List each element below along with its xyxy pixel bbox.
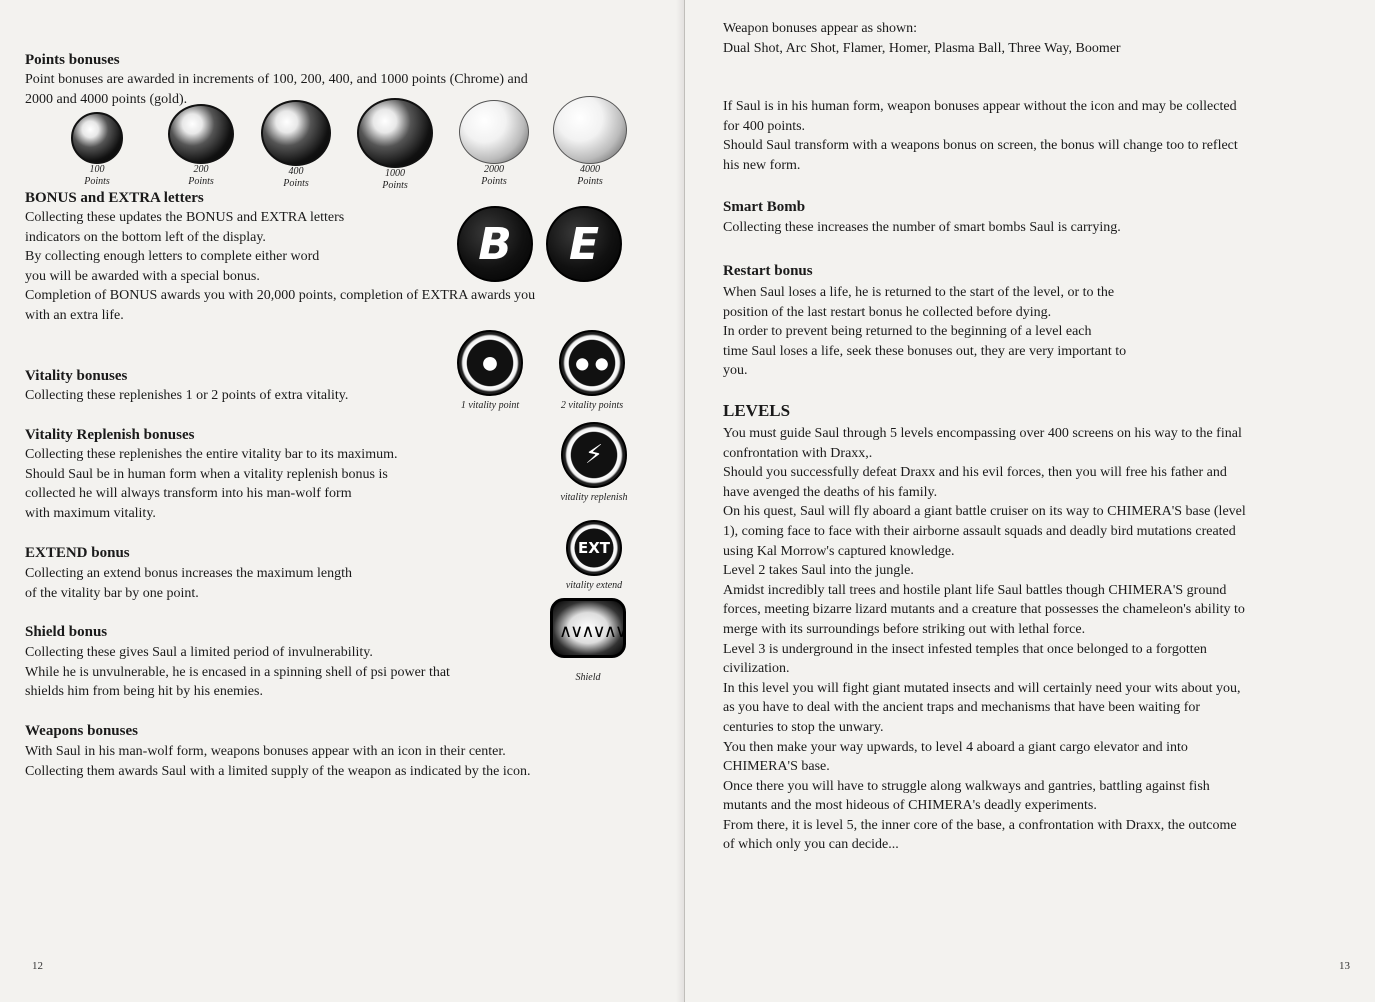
text-line: of the vitality bar by one point.: [25, 585, 199, 601]
vitality-1-caption: 1 vitality point: [460, 400, 520, 411]
replenish-caption: vitality replenish: [560, 492, 628, 503]
text-line: Collecting these replenishes the entire vitality bar to its maximum.: [25, 447, 398, 462]
restart-text: [723, 283, 1126, 381]
text-line: for 400 points.: [723, 118, 806, 134]
points-bonuses-heading: Points bonuses: [25, 52, 120, 68]
text-line: indicators on the bottom left of the display.: [25, 229, 266, 245]
left-page: [0, 0, 685, 1002]
text-line: Level 2 takes Saul into the jungle.: [723, 563, 914, 579]
points-unit: Points: [481, 176, 507, 187]
text-line: Collecting these increases the number of smart bombs Saul is carrying.: [723, 220, 1121, 235]
text-line: Level 3 is underground in the insect infested temples that once belonged to a forgotten: [723, 641, 1207, 657]
text-line: Amidst incredibly tall trees and hostile plant life Saul battles though CHIMERA'S ground: [723, 582, 1227, 598]
weapons-heading: Weapons bonuses: [25, 723, 138, 739]
vitality-2-caption: 2 vitality points: [560, 400, 624, 411]
extend-caption: vitality extend: [565, 580, 623, 591]
shield-icon: ∧∨∧∨∧∨ Shield: [548, 598, 628, 684]
points-value: 2000: [484, 164, 504, 175]
text-line: Collecting these replenishes 1 or 2 points of extra vitality.: [25, 388, 349, 403]
smart-bomb-text: [723, 218, 1121, 238]
right-page: [685, 0, 1375, 1002]
vitality-replenish-icon: ⚡ vitality replenish: [546, 422, 642, 504]
extend-heading: EXTEND bonus: [25, 545, 130, 561]
levels-heading: LEVELS: [723, 401, 791, 420]
points-2000-icon: [456, 100, 532, 188]
text-line: If Saul is in his human form, weapon bonuses appear without the icon and may be collected: [723, 99, 1237, 114]
text-line: Should you successfully defeat Draxx and his evil forces, then you will free his father and: [723, 465, 1227, 481]
weapons-text: [25, 742, 530, 781]
points-4000-icon: [550, 96, 630, 188]
text-line: Should Saul be in human form when a vitality replenish bonus is: [25, 466, 388, 482]
text-line: Once there you will have to struggle along walkways and gantries, battling against fish: [723, 778, 1210, 794]
points-unit: Points: [382, 180, 408, 191]
text-line: with maximum vitality.: [25, 505, 156, 521]
text-line: With Saul in his man-wolf form, weapons bonuses appear with an icon in their center.: [25, 744, 506, 759]
levels-text: [723, 424, 1246, 855]
text-line: you will be awarded with a special bonus.: [25, 268, 260, 284]
text-line: CHIMERA'S base.: [723, 759, 830, 775]
text-line: Collecting these gives Saul a limited period of invulnerability.: [25, 645, 373, 660]
text-line: position of the last restart bonus he collected before dying.: [723, 304, 1052, 320]
text-line: using Kal Morrow's captured knowledge.: [723, 543, 955, 559]
text-line: Collecting an extend bonus increases the maximum length: [25, 566, 352, 581]
smart-bomb-heading: Smart Bomb: [723, 199, 806, 215]
points-unit: Points: [577, 176, 603, 187]
text-line: On his quest, Saul will fly aboard a giant battle cruiser on its way to CHIMERA'S base (level: [723, 504, 1246, 520]
extra-letter-e-icon: E: [546, 206, 622, 282]
text-line: as you have to deal with the ancient traps and mechanisms that have been waiting for: [723, 700, 1201, 716]
extend-text: [25, 564, 352, 603]
page-number-right: 13: [1339, 960, 1350, 972]
text-line: Collecting them awards Saul with a limited supply of the weapon as indicated by the icon.: [25, 763, 531, 779]
text-line: of which only you can decide...: [723, 837, 899, 853]
text-line: centuries to stop the unwary.: [723, 719, 884, 735]
text-line: When Saul loses a life, he is returned to the start of the level, or to the: [723, 285, 1115, 300]
replenish-text: [25, 445, 397, 523]
shield-text: [25, 643, 450, 702]
points-value: 400: [288, 166, 304, 177]
text-line: 2000 and 4000 points (gold).: [25, 91, 188, 107]
text-line: with an extra life.: [25, 307, 124, 323]
text-line: Weapon bonuses appear as shown:: [723, 21, 918, 36]
text-line: collected he will always transform into his man-wolf form: [25, 486, 352, 502]
human-form-text: [723, 97, 1238, 175]
points-value: 1000: [385, 168, 405, 179]
vitality-2-points-icon: ● ● 2 vitality points: [544, 330, 640, 412]
text-line: In order to prevent being returned to the beginning of a level each: [723, 324, 1092, 340]
text-line: Point bonuses are awarded in increments of 100, 200, 400, and 1000 points (Chrome) and: [25, 72, 528, 87]
points-unit: Points: [283, 178, 309, 189]
weapon-list-text: [723, 19, 1121, 58]
points-400-icon: [258, 100, 334, 190]
text-line: In this level you will fight giant mutated insects and will certainly need your wits about you,: [723, 680, 1241, 696]
text-line: You must guide Saul through 5 levels encompassing over 400 screens on his way to the final: [723, 426, 1242, 441]
text-line: 1), coming face to face with their airborne assault squads and deadly bird mutations created: [723, 523, 1236, 539]
text-line: You then make your way upwards, to level 4 aboard a giant cargo elevator and into: [723, 739, 1188, 755]
shield-heading: Shield bonus: [25, 624, 108, 640]
text-line: Should Saul transform with a weapons bonus on screen, the bonus will change too to reflect: [723, 138, 1238, 154]
text-line: you.: [723, 363, 748, 379]
vitality-1-point-icon: ● 1 vitality point: [448, 330, 532, 412]
points-value: 200: [193, 164, 209, 175]
text-line: his new form.: [723, 157, 801, 173]
vitality-text: [25, 386, 348, 406]
text-line: Completion of BONUS awards you with 20,000 points, completion of EXTRA awards you: [25, 288, 536, 304]
points-value: 100: [89, 164, 105, 175]
text-line: Collecting these updates the BONUS and EXTRA letters: [25, 210, 345, 225]
points-value: 4000: [580, 164, 600, 175]
points-1000-icon: [354, 98, 436, 192]
vitality-heading: Vitality bonuses: [25, 368, 128, 384]
text-line: merge with its surroundings before striking out with lethal force.: [723, 621, 1086, 637]
bonus-extra-text: [25, 208, 535, 326]
text-line: have avenged the deaths of his family.: [723, 484, 938, 500]
text-line: mutants and the most hideous of CHIMERA's deadly experiments.: [723, 798, 1097, 814]
replenish-heading: Vitality Replenish bonuses: [25, 427, 195, 443]
points-200-icon: [165, 104, 237, 188]
vitality-extend-icon: [546, 520, 642, 592]
shield-caption: Shield: [575, 672, 601, 683]
text-line: time Saul loses a life, seek these bonuses out, they are very important to: [723, 343, 1127, 359]
text-line: Dual Shot, Arc Shot, Flamer, Homer, Plasma Ball, Three Way, Boomer: [723, 40, 1121, 56]
text-line: forces, meeting bizarre lizard mutants and a creature that possesses the chameleon's ability to: [723, 602, 1245, 618]
text-line: confrontation with Draxx,.: [723, 445, 873, 461]
text-line: While he is unvulnerable, he is encased in a spinning shell of psi power that: [25, 664, 450, 680]
restart-heading: Restart bonus: [723, 263, 813, 279]
bonus-letter-b-icon: B: [457, 206, 533, 282]
extend-badge-text: EXT: [577, 539, 611, 557]
bonus-extra-heading: BONUS and EXTRA letters: [25, 190, 204, 206]
text-line: From there, it is level 5, the inner core of the base, a confrontation with Draxx, the outcome: [723, 817, 1237, 833]
text-line: By collecting enough letters to complete either word: [25, 249, 320, 265]
points-100-icon: [68, 112, 126, 188]
page-number-left: 12: [32, 960, 43, 972]
points-unit: Points: [188, 176, 214, 187]
text-line: shields him from being hit by his enemies.: [25, 684, 263, 700]
text-line: civilization.: [723, 661, 790, 677]
points-unit: Points: [84, 176, 110, 187]
